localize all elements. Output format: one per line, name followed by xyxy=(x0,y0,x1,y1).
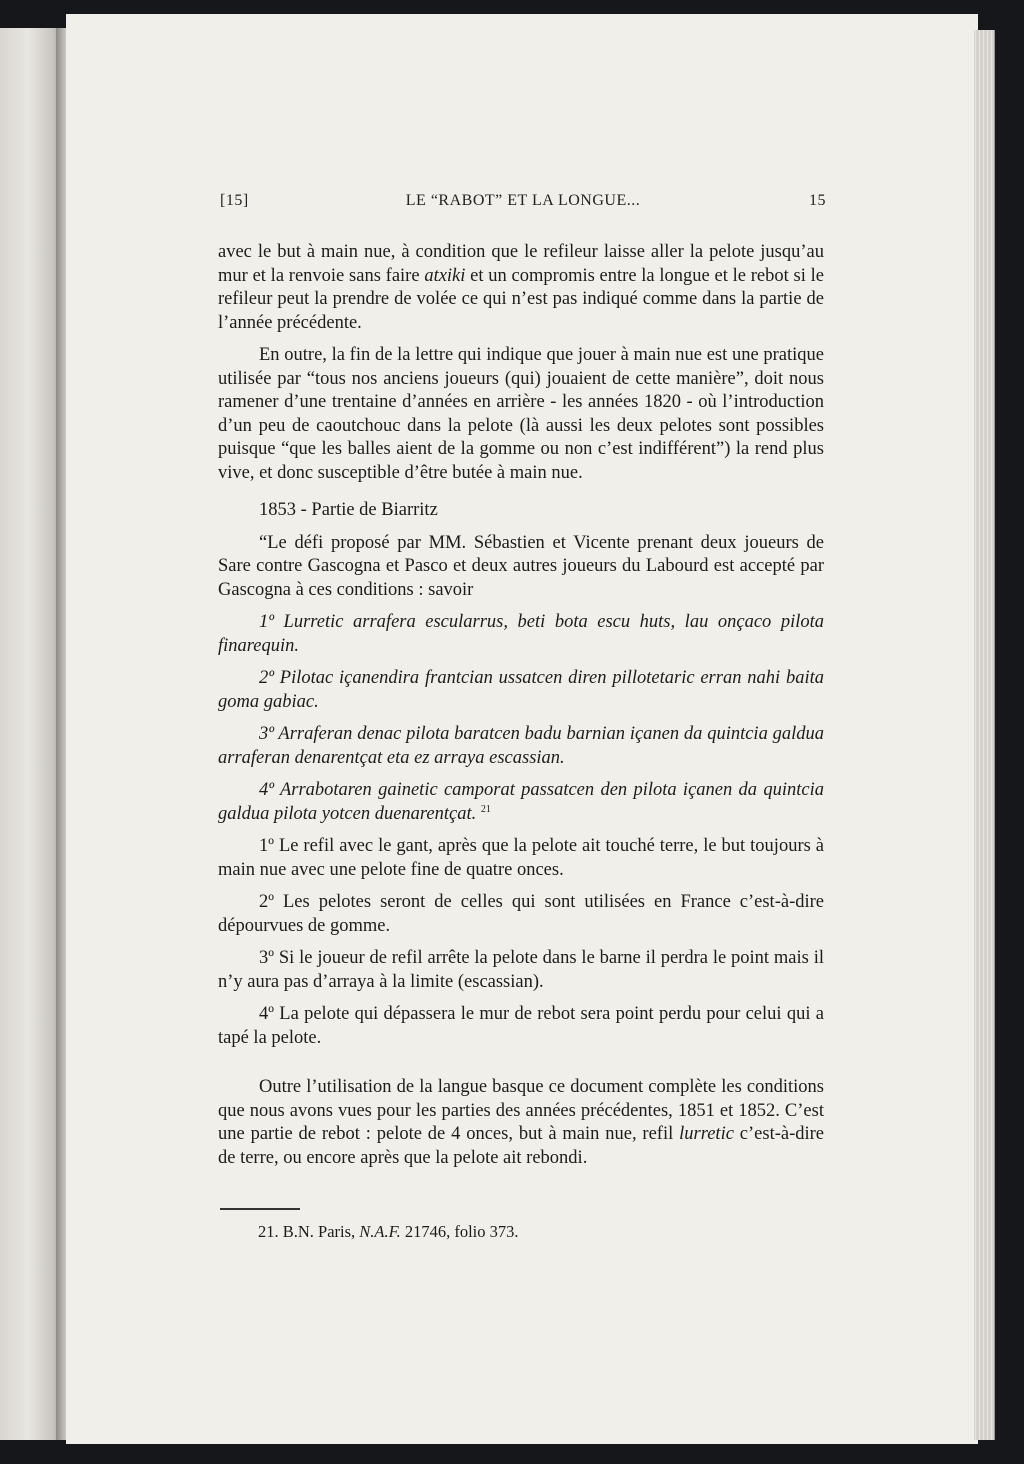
french-condition-4: 4º La pelote qui dépassera le mur de rebot sera point perdu pour celui qui a tapé la pelote. xyxy=(218,1004,824,1048)
footnote-source: N.A.F. xyxy=(359,1222,401,1241)
basque-condition-3: 3º Arraferan denac pilota baratcen badu barnian içanen da quintcia galdua arraferan denarentçat eta ez arraya escassian. xyxy=(218,724,824,768)
running-header xyxy=(220,192,826,216)
header-section-number: [15] xyxy=(220,192,249,209)
paragraph: “Le défi proposé par MM. Sébastien et Vicente prenant deux joueurs de Sare contre Gascogna et Pasco et deux autres joueurs du Labourd est accepté par Gascogna à ces conditions : savoir xyxy=(218,532,824,600)
page-number: 15 xyxy=(809,192,826,209)
paragraph: Outre l’utilisation de la langue basque ce document complète les conditions que nous avons vues pour les parties des années précédentes, 1851 et 1852. C’est une partie de rebot : pelote de 4 onces, but à main nue, refil lurretic c’est-à-dire de terre, ou encore après que la pelote ait rebondi. xyxy=(218,1077,824,1168)
footnote-ref: 21 xyxy=(480,803,491,815)
left-page-edge xyxy=(0,28,62,1440)
page-stack-edge xyxy=(974,30,995,1440)
section-heading: 1853 - Partie de Biarritz xyxy=(259,500,438,520)
french-condition-3: 3º Si le joueur de refil arrête la pelote dans le barne il perdra le point mais il n’y aura pas d’arraya à la limite (escassian). xyxy=(218,948,824,992)
footnote: 21. B.N. Paris, N.A.F. 21746, folio 373. xyxy=(258,1222,519,1241)
french-condition-2: 2º Les pelotes seront de celles qui sont utilisées en France c’est-à-dire dépourvues de gomme. xyxy=(218,892,824,936)
body-text xyxy=(218,241,824,1170)
italic-term: lurretic xyxy=(679,1124,734,1144)
italic-term: atxiki xyxy=(424,265,466,286)
footnote-rule xyxy=(220,1208,300,1210)
french-condition-1: 1º Le refil avec le gant, après que la pelote ait touché terre, le but toujours à main nue avec une pelote fine de quatre onces. xyxy=(218,836,824,880)
paragraph: En outre, la fin de la lettre qui indique que jouer à main nue est une pratique utilisée par “tous nos anciens joueurs (qui) jouaient de cette manière”, doit nous ramener d’une trentaine d’années en arrière - les années 1820 - où l’introduction d’un peu de caoutchouc dans la pelote (là aussi les deux pelotes sont possibles puisque “que les balles aient de la gomme ou non c’est indifférent”) la rend plus vive, et donc susceptible d’être butée à main nue. xyxy=(218,345,824,483)
basque-condition-1: 1º Lurretic arrafera escularrus, beti bota escu huts, lau onçaco pilota finarequin. xyxy=(218,612,824,656)
basque-condition-2: 2º Pilotac içanendira frantcian ussatcen diren pillotetaric erran nahi baita goma gabiac. xyxy=(218,668,824,712)
basque-condition-4: 4º Arrabotaren gainetic camporat passatcen den pilota içanen da quintcia galdua pilota yotcen duenarentçat. $^{21}$ xyxy=(218,780,824,824)
header-title: LE “RABOT” ET LA LONGUE... xyxy=(405,192,641,209)
paragraph: avec le but à main nue, à condition que le refileur laisse aller la pelote jusqu’au mur et la renvoie sans faire atxiki et un compromis entre la longue et le rebot si le refileur peut la prendre de volée ce qui n’est pas indiqué comme dans la partie de l’année précédente. xyxy=(218,242,824,333)
